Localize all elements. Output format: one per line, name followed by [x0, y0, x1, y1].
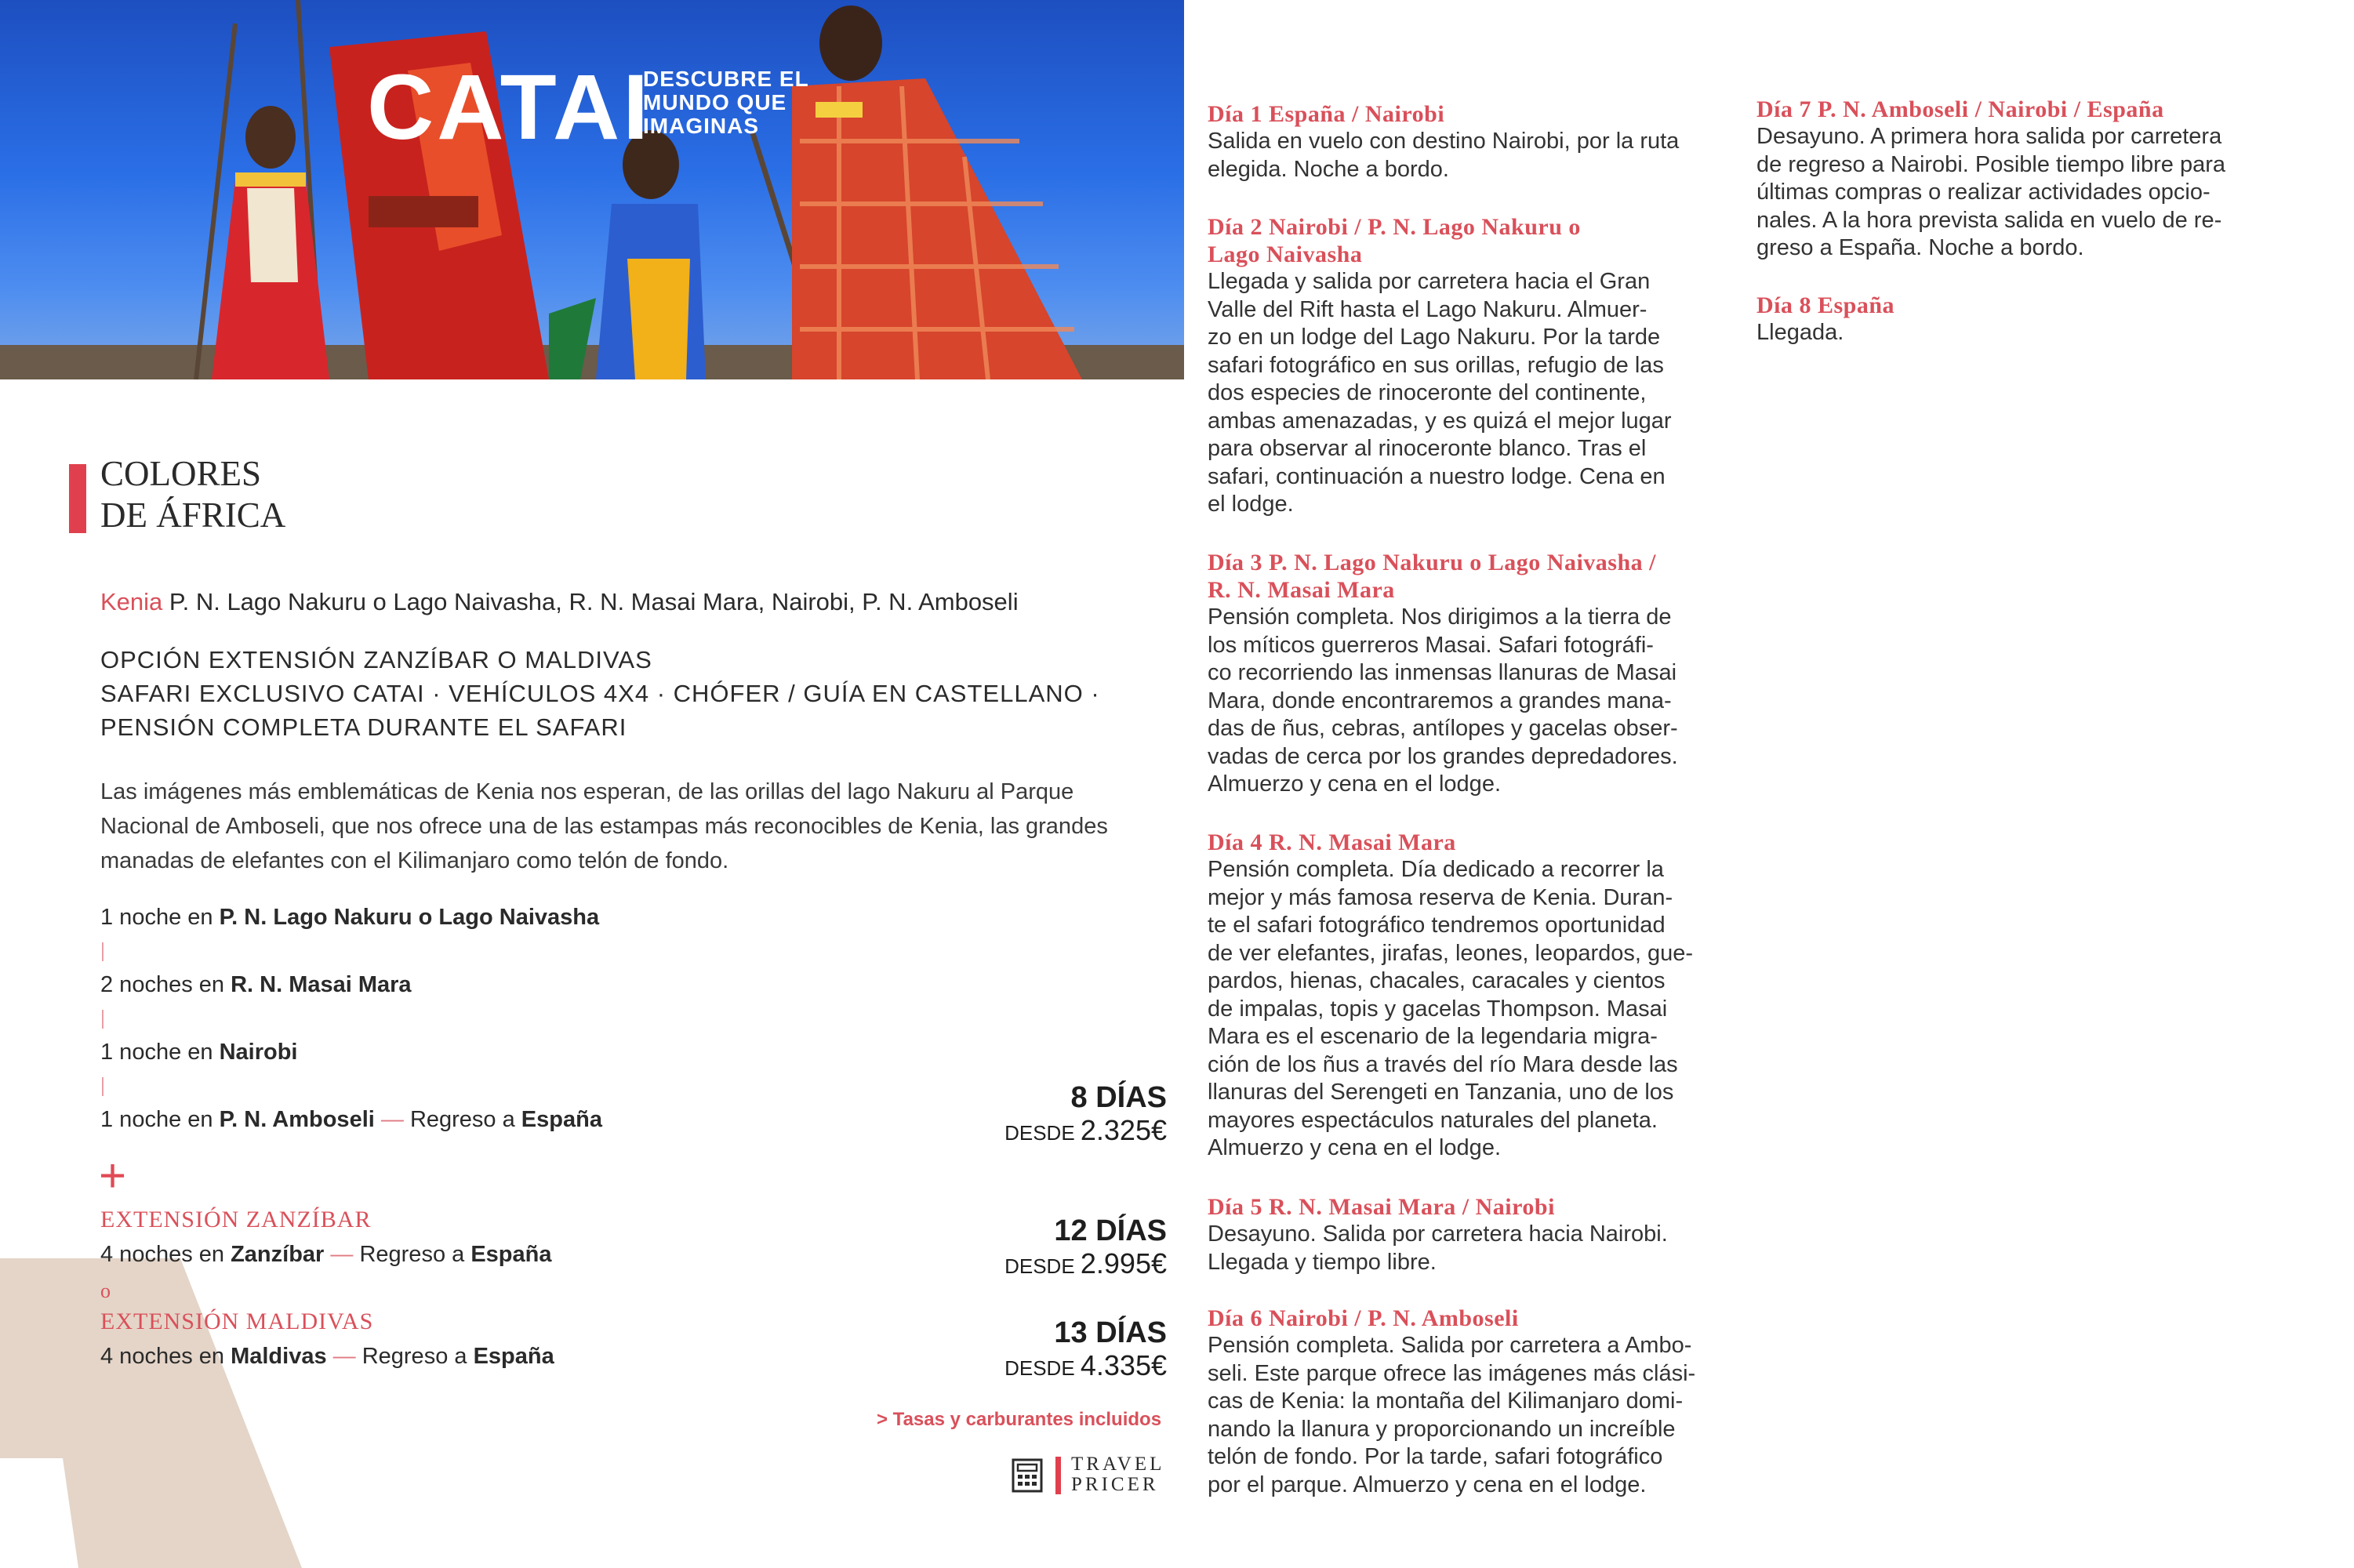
calculator-icon: [1012, 1458, 1043, 1493]
itinerary-day-8: [1756, 292, 2266, 347]
title-accent-bar: [69, 464, 86, 533]
or-label: o: [100, 1279, 111, 1302]
night-separator: [102, 1010, 104, 1029]
extension-item-zanzibar: 4 noches en Zanzíbar — Regreso a España: [100, 1242, 552, 1267]
day-description: Desayuno. A primera hora salida por carretera de regreso a Nairobi. Posible tiempo libre para últimas compras o realizar actividades opcio- nales. A la hora prevista salida en vuelo de re- greso a España. Noche a bordo.: [1756, 124, 2226, 260]
hero-photo: [0, 0, 1184, 379]
travel-pricer-logo[interactable]: TRAVEL PRICER: [1071, 1454, 1165, 1495]
day-title: Día 3 P. N. Lago Nakuru o Lago Naivasha / R. N. Masai Mara: [1208, 550, 1656, 603]
brand-tagline: DESCUBRE EL MUNDO QUE IMAGINAS: [643, 67, 809, 138]
day-title: Día 8 España: [1756, 292, 1895, 318]
price-13-days: 13 DÍAS DESDE 4.335€: [1004, 1316, 1167, 1381]
price-12-days: 12 DÍAS DESDE 2.995€: [1004, 1214, 1167, 1279]
itinerary-day-3: [1208, 549, 1717, 799]
day-title: Día 1 España / Nairobi: [1208, 101, 1445, 127]
day-description: Pensión completa. Día dedicado a recorrer la mejor y más famosa reserva de Kenia. Duran- te el safari fotográfico tendremos oportunidad de ver elefantes, jirafas, leones, leopardos, gue- pardos, hienas, chacales, caracales y cientos de impalas, topis y gacelas Thompson. Masai Mara es el escenario de la legendaria migra- ción de los ñus a través del río Mara desde las llanuras del Serengeti en Tanzania, uno de los mayores espectáculos naturales del planeta. Almuerzo y cena en el lodge.: [1208, 857, 1694, 1160]
route-places: P. N. Lago Nakuru o Lago Naivasha, R. N. Masai Mara, Nairobi, P. N. Amboseli: [169, 588, 1019, 615]
extension-label-zanzibar: EXTENSIÓN ZANZÍBAR: [100, 1207, 372, 1232]
day-description: Desayuno. Salida por carretera hacia Nairobi. Llegada y tiempo libre.: [1208, 1221, 1668, 1275]
plus-icon: +: [99, 1149, 127, 1202]
itinerary-day-4: [1208, 829, 1717, 1163]
night-item: 2 noches en R. N. Masai Mara: [100, 972, 412, 997]
travel-pricer-bar: [1055, 1457, 1061, 1494]
day-title: Día 4 R. N. Masai Mara: [1208, 829, 1456, 855]
day-description: Salida en vuelo con destino Nairobi, por la ruta elegida. Noche a bordo.: [1208, 129, 1680, 182]
taxes-included-link[interactable]: > Tasas y carburantes incluidos: [877, 1409, 1162, 1430]
itinerary-day-1: [1208, 100, 1717, 183]
catai-logo: CATAI: [367, 56, 652, 159]
night-item: 1 noche en Nairobi: [100, 1040, 298, 1065]
trip-features: OPCIÓN EXTENSIÓN ZANZÍBAR O MALDIVAS SAFARI EXCLUSIVO CATAI · VEHÍCULOS 4X4 · CHÓFER / GUÍA EN CASTELLANO · PENSIÓN COMPLETA DURANTE EL SAFARI: [100, 646, 1100, 741]
night-item: 1 noche en P. N. Amboseli — Regreso a España: [100, 1107, 602, 1132]
trip-intro: Las imágenes más emblemáticas de Kenia nos esperan, de las orillas del lago Nakuru al Parque Nacional de Amboseli, que nos ofrece una de las estampas más reconocibles de Kenia, las grandes manadas de elefantes con el Kilimanjaro como telón de fondo.: [100, 779, 1108, 873]
night-separator: [102, 942, 104, 961]
extension-item-maldivas: 4 noches en Maldivas — Regreso a España: [100, 1344, 554, 1369]
itinerary-day-7: [1756, 96, 2266, 263]
page-title: COLORES DE ÁFRICA: [100, 454, 286, 535]
day-title: Día 5 R. N. Masai Mara / Nairobi: [1208, 1194, 1555, 1220]
day-description: Pensión completa. Nos dirigimos a la tierra de los míticos guerreros Masai. Safari fotográfi- co recorriendo las inmensas llanuras de Masai Mara, donde encontraremos a grandes mana- das de ñus, cebras, antílopes y gacelas obser- vadas de cerca por los grandes depredadores. Almuerzo y cena en el lodge.: [1208, 604, 1678, 797]
route-country: Kenia: [100, 588, 163, 615]
extension-label-maldivas: EXTENSIÓN MALDIVAS: [100, 1308, 374, 1334]
itinerary-day-6: [1208, 1305, 1717, 1499]
night-item: 1 noche en P. N. Lago Nakuru o Lago Naivasha: [100, 905, 600, 930]
itinerary-day-2: [1208, 213, 1717, 519]
day-description: Llegada y salida por carretera hacia el Gran Valle del Rift hasta el Lago Nakuru. Almuer- zo en un lodge del Lago Nakuru. Por la tarde safari fotográfico en sus orillas, refugio de las dos especies de rinoceronte del continente, ambas amenazadas, y es quizá el mejor lugar para observar al rinoceronte blanco. Tras el safari, continuación a nuestro lodge. Cena en el lodge.: [1208, 269, 1672, 517]
day-description: Llegada.: [1756, 320, 1844, 345]
night-separator: [102, 1077, 104, 1096]
day-title: Día 7 P. N. Amboseli / Nairobi / España: [1756, 96, 2164, 122]
itinerary-day-5: [1208, 1193, 1717, 1276]
day-title: Día 6 Nairobi / P. N. Amboseli: [1208, 1305, 1519, 1331]
route-summary: [100, 586, 1019, 618]
price-8-days: 8 DÍAS DESDE 2.325€: [1004, 1081, 1167, 1146]
day-description: Pensión completa. Salida por carretera a Ambo- seli. Este parque ofrece las imágenes más clási- cas de Kenia: la montaña del Kilimanjaro domi- nando la llanura y proporcionando un increíble telón de fondo. Por la tarde, safari fotográfico por el parque. Almuerzo y cena en el lodge.: [1208, 1333, 1696, 1497]
beige-decoration: [0, 1258, 314, 1568]
day-title: Día 2 Nairobi / P. N. Lago Nakuru o Lago Naivasha: [1208, 214, 1581, 267]
